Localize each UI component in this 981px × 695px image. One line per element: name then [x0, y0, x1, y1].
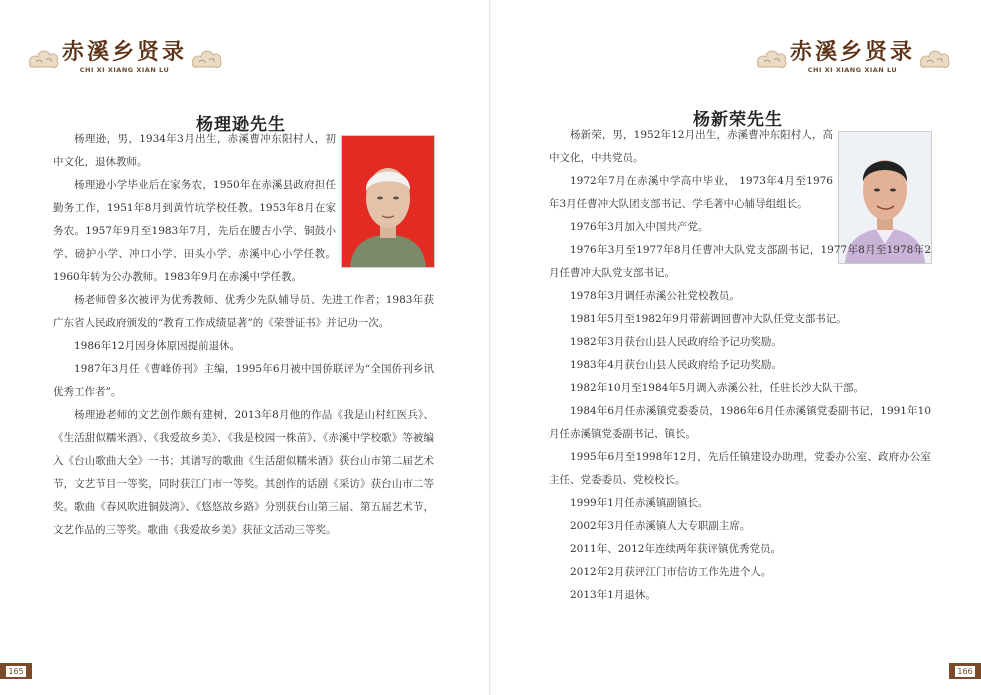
cloud-ornament-icon: [189, 42, 223, 72]
paragraph: 1982年3月获台山县人民政府给予记功奖励。: [570, 336, 782, 348]
paragraph: 1984年6月任赤溪镇党委委员，1986年6月任赤溪镇党委副书记，1991年10月任赤溪镇党委副书记、镇长。: [549, 405, 931, 440]
paragraph: 2002年3月任赤溪镇人大专职副主席。: [570, 520, 751, 532]
brand-title: 赤溪乡贤录: [789, 39, 915, 65]
person-name-left: 杨理逊先生: [196, 115, 286, 135]
brand-title: 赤溪乡贤录: [62, 39, 188, 65]
biography-text-right: [549, 124, 931, 607]
page-number-label: 165: [5, 665, 26, 678]
paragraph: 1976年3月至1977年8月任曹冲大队党支部副书记，1977年8月至1978年2月任曹冲大队党支部书记。: [549, 244, 931, 279]
paragraph: 2011年、2012年连续两年获评镇优秀党员。: [570, 543, 781, 555]
paragraph: 1983年4月获台山县人民政府给予记功奖励。: [570, 359, 782, 371]
paragraph: 杨老师曾多次被评为优秀教师、优秀少先队辅导员、先进工作者；1983年获广东省人民政府颁发的“教育工作成绩显著”的《荣誉证书》并记功一次。: [53, 294, 434, 329]
paragraph: 杨新荣，男，1952年12月出生，赤溪曹冲东阳村人，高中文化，中共党员。: [549, 129, 833, 164]
left-page: [0, 0, 490, 695]
paragraph: 1978年3月调任赤溪公社党校教员。: [570, 290, 740, 302]
page-number-right: [949, 663, 981, 679]
paragraph: 2013年1月退休。: [570, 589, 656, 601]
paragraph: 1981年5月至1982年9月带薪调回曹冲大队任党支部书记。: [570, 313, 847, 325]
paragraph: 杨理逊小学毕业后在家务农，1950年在赤溪县政府担任勤务工作，1951年8月到黄竹坑学校任教。1953年8月在家务农。1957年9月至1983年7月，先后在腰古小学、铜鼓小学、磅护小学、冲口小学、田头小学、赤溪中心小学任教。1960年转为公办教师。1983年9月在赤溪中学任教。: [53, 179, 336, 283]
brand-subtitle: CHI XI XIANG XIAN LU: [79, 66, 170, 74]
right-header: [754, 40, 951, 74]
cloud-ornament-icon: [754, 42, 788, 72]
paragraph: 1995年6月至1998年12月，先后任镇建设办助理，党委办公室、政府办公室主任、党委委员、党校校长。: [549, 451, 931, 486]
brand-block: [790, 40, 915, 74]
person-name-right: 杨新荣先生: [693, 110, 783, 130]
page-number-label: 166: [954, 665, 975, 678]
paragraph: 1976年3月加入中国共产党。: [570, 221, 709, 233]
right-page: [491, 0, 981, 695]
brand-subtitle: CHI XI XIANG XIAN LU: [807, 66, 898, 74]
paragraph: 2012年2月获评江门市信访工作先进个人。: [570, 566, 772, 578]
cloud-ornament-icon: [26, 42, 60, 72]
paragraph: 杨理逊老师的文艺创作颇有建树，2013年8月他的作品《我是山村红医兵》、《生活甜似糯米酒》、《我爱故乡美》、《我是校园一株苗》、《赤溪中学校歌》等被编入《台山歌曲大全》一书；其谱写的歌曲《生活甜似糯米酒》获台山市第二届艺术节，文艺节目一等奖，同时获江门市一等奖。其创作的话剧《采访》获台山市二等奖。歌曲《春风吹进铜鼓湾》、《悠悠故乡路》分别获台山第三届、第五届艺术节，文艺作品的三等奖。歌曲《我爱故乡美》获征文活动三等奖。: [53, 409, 434, 536]
paragraph: 1982年10月至1984年5月调入赤溪公社，任驻长沙大队干部。: [570, 382, 864, 394]
left-header: [26, 40, 223, 74]
biography-text-left: [53, 128, 434, 542]
paragraph: 1999年1月任赤溪镇副镇长。: [570, 497, 709, 509]
page-number-left: [0, 663, 32, 679]
cloud-ornament-icon: [917, 42, 951, 72]
brand-block: [62, 40, 187, 74]
paragraph: 1972年7月在赤溪中学高中毕业， 1973年4月至1976年3月任曹冲大队团支部书记、学毛著中心辅导组组长。: [549, 175, 833, 210]
paragraph: 1986年12月因身体原因提前退休。: [74, 340, 241, 352]
paragraph: 1987年3月任《曹峰侨刊》主编，1995年6月被中国侨联评为“全国侨刊乡讯优秀工作者”。: [53, 363, 434, 398]
paragraph: 杨理逊，男，1934年3月出生，赤溪曹冲东阳村人，初中文化，退休教师。: [53, 133, 336, 168]
